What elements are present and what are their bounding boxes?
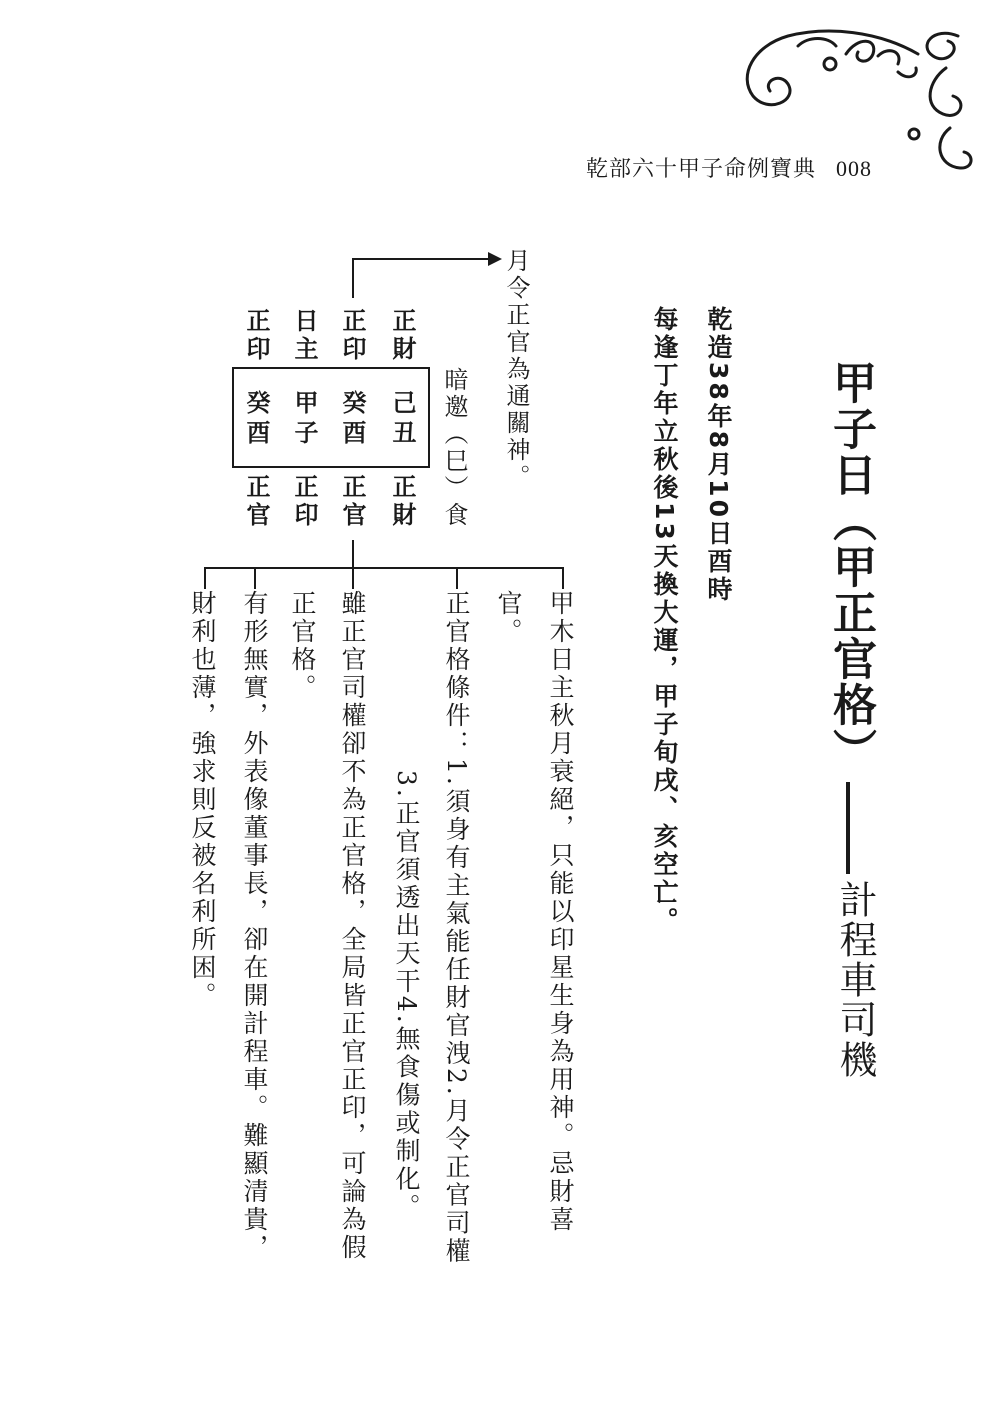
page-number: 008 bbox=[836, 156, 873, 181]
hour-top-label: 正印 bbox=[242, 308, 270, 364]
arrow-line-vertical bbox=[352, 258, 354, 298]
luck-cycle-line: 每逢丁年立秋後13天換大運，甲子旬戌、亥空亡。 bbox=[650, 306, 679, 935]
title-dash bbox=[846, 782, 850, 874]
month-branch: 酉 bbox=[338, 420, 366, 448]
bracket-bar bbox=[204, 567, 564, 569]
day-top-label: 日主 bbox=[290, 308, 318, 364]
birth-date-line: 乾造38年8月10日酉時 bbox=[704, 306, 733, 604]
bracket-tick-1 bbox=[562, 567, 564, 589]
analysis-line-6: 正官格。 bbox=[288, 590, 317, 702]
month-bottom-label: 正官 bbox=[338, 474, 366, 530]
day-stem: 甲 bbox=[290, 390, 318, 418]
bracket-tick-2 bbox=[456, 567, 458, 589]
day-branch: 子 bbox=[290, 420, 318, 448]
analysis-line-5: 雖正官司權卻不為正官格，全局皆正官正印，可論為假 bbox=[338, 590, 367, 1262]
bracket-tick-5 bbox=[204, 567, 206, 589]
hour-bottom-label: 正官 bbox=[242, 474, 270, 530]
chapter-subtitle: 計程車司機 bbox=[833, 880, 877, 1080]
arrow-head-icon bbox=[488, 252, 502, 266]
analysis-line-1: 甲木日主秋月衰絕，只能以印星生身為用神。忌財喜 bbox=[546, 590, 575, 1234]
bracket-stem bbox=[352, 540, 354, 568]
analysis-line-3: 正官格條件：1.須身有主氣能任財官洩2.月令正官司權 bbox=[442, 590, 471, 1266]
book-title: 乾部六十甲子命例寶典 bbox=[586, 157, 817, 182]
analysis-line-7: 有形無實，外表像董事長，卻在開計程車。難顯清貴， bbox=[240, 590, 269, 1262]
year-stem: 己 bbox=[388, 390, 416, 418]
hour-stem: 癸 bbox=[242, 390, 270, 418]
analysis-line-2: 官。 bbox=[494, 590, 523, 646]
month-stem: 癸 bbox=[338, 390, 366, 418]
month-top-label: 正印 bbox=[338, 308, 366, 364]
bracket-tick-3 bbox=[352, 567, 354, 589]
year-bottom-label: 正財 bbox=[388, 474, 416, 530]
bracket-tick-4 bbox=[254, 567, 256, 589]
year-branch: 丑 bbox=[388, 420, 416, 448]
analysis-line-4: 3.正官須透出天干4.無食傷或制化。 bbox=[392, 770, 421, 1222]
arrow-line-horizontal bbox=[352, 258, 490, 260]
hour-branch: 酉 bbox=[242, 420, 270, 448]
arrow-note: 月令正官為通關神。 bbox=[502, 248, 530, 491]
analysis-line-8: 財利也薄，強求則反被名利所困。 bbox=[188, 590, 217, 1010]
hidden-note: 暗邀（巳）食 bbox=[440, 367, 468, 529]
day-bottom-label: 正印 bbox=[290, 474, 318, 530]
flourish-ornament-icon bbox=[728, 26, 976, 186]
year-top-label: 正財 bbox=[388, 308, 416, 364]
chapter-title: 甲子日（甲正官格） bbox=[825, 360, 876, 774]
